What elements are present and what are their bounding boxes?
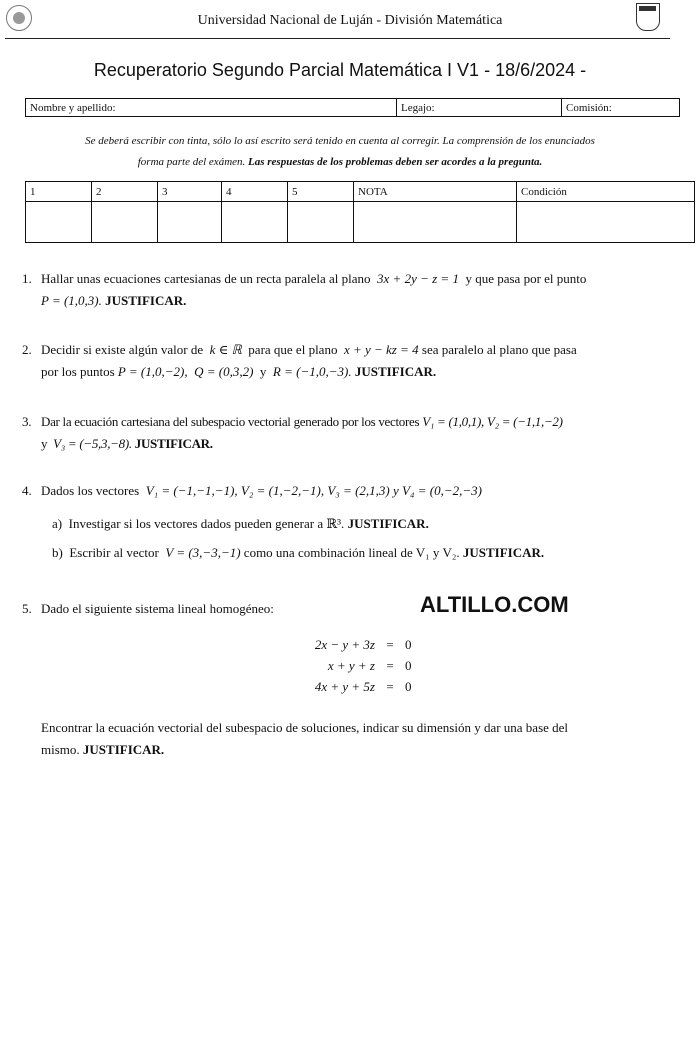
instructions-line-2 (0, 152, 680, 173)
grade-cell-2[interactable] (92, 202, 158, 243)
header-divider (5, 38, 670, 39)
question-4b-text-b: como una combinación lineal de V₁ y V₂. (243, 545, 460, 560)
question-5-text-b: Encontrar la ecuación vectorial del subespacio de soluciones, indicar su dimensión y dar una base del (41, 720, 569, 735)
grade-cell-3[interactable] (158, 202, 222, 243)
system-equals-1: = (386, 637, 394, 652)
system-eq-3: 4x + y + 5z (314, 679, 375, 694)
question-1-text-a: Hallar unas ecuaciones cartesianas de un recta paralela al plano (41, 271, 371, 286)
question-2-text-a: Decidir si existe algún valor de (41, 342, 204, 357)
question-4-text-a: Dados los vectores (41, 483, 140, 498)
question-3 (22, 411, 692, 455)
question-4-vectors: V₁ = (−1,−1,−1), V₂ = (1,−2,−1), V₃ = (2,1,3) y V₄ = (0,−2,−3) (145, 483, 482, 498)
question-5-text-a: Dado el siguiente sistema lineal homogéneo: (41, 601, 274, 616)
grade-header-2: 2 (92, 182, 158, 202)
question-1-point: P = (1,0,3). (41, 293, 102, 308)
instructions-line-1: Se deberá escribir con tinta, sólo lo así escrito será tenido en cuenta al corregir. La comprensión de los enunciados (85, 135, 595, 147)
question-1-justify: JUSTIFICAR. (105, 293, 187, 308)
comision-field[interactable]: Comisión: (562, 99, 680, 117)
question-4-number: 4. (22, 483, 32, 498)
grade-table (25, 181, 695, 243)
watermark: ALTILLO.COM (420, 592, 569, 617)
question-3-text-a: Dar la ecuación cartesiana del subespacio vectorial generado por los vectores (41, 414, 420, 429)
question-4b-text-a: Escribir al vector (69, 545, 159, 560)
question-2-justify: JUSTIFICAR. (354, 364, 437, 379)
page-header (0, 0, 700, 40)
question-2-point-q: Q = (0,3,2) (194, 364, 254, 379)
question-2-text-c: sea paralelo al plano que pasa (421, 342, 577, 357)
system-zero-3: 0 (405, 679, 412, 694)
question-2-number: 2. (22, 342, 32, 357)
question-4b-justify: JUSTIFICAR. (462, 545, 545, 560)
question-5 (22, 598, 692, 620)
question-2-text-b: para que el plano (248, 342, 338, 357)
question-3-vector-3: V₃ = (−5,3,−8). (53, 436, 132, 451)
system-equals-2: = (386, 658, 394, 673)
question-1-plane-eq: 3x + 2y − z = 1 (377, 271, 459, 286)
instructions (0, 131, 680, 173)
university-name: Universidad Nacional de Luján - División Matemática (197, 13, 503, 28)
shield-crest-icon (636, 3, 660, 31)
question-4b (52, 542, 692, 564)
question-4a-justify: JUSTIFICAR. (347, 516, 429, 531)
grade-header-4: 4 (222, 182, 288, 202)
system-equals-3: = (386, 679, 394, 694)
grade-cell-4[interactable] (222, 202, 288, 243)
page-title: Recuperatorio Segundo Parcial Matemática I V1 - 18/6/2024 - (93, 60, 587, 80)
linear-system (280, 634, 412, 697)
question-3-text-b: y (41, 436, 48, 451)
question-5-justify: JUSTIFICAR. (82, 742, 165, 757)
system-row-3 (280, 676, 412, 697)
question-1 (22, 268, 692, 312)
question-4a-label: a) (52, 516, 63, 531)
grade-header-nota: NOTA (354, 182, 517, 202)
question-4b-label: b) (52, 545, 63, 560)
question-2-point-r: R = (−1,0,−3). (272, 364, 352, 379)
name-field[interactable]: Nombre y apellido: (26, 99, 397, 117)
question-4b-vector: V = (3,−3,−1) (165, 545, 241, 560)
system-eq-1: 2x − y + 3z (314, 637, 375, 652)
question-2-text-e: y (259, 364, 267, 379)
grade-cell-5[interactable] (288, 202, 354, 243)
question-3-number: 3. (22, 414, 32, 429)
system-eq-2: x + y + z (327, 658, 375, 673)
grade-cell-nota[interactable] (354, 202, 517, 243)
question-2-plane-eq: x + y − kz = 4 (343, 342, 419, 357)
question-5-task (22, 717, 692, 761)
legajo-field[interactable]: Legajo: (397, 99, 562, 117)
grade-header-3: 3 (158, 182, 222, 202)
grade-header-5: 5 (288, 182, 354, 202)
question-1-text-b: y que pasa por el punto (465, 271, 587, 286)
question-4a-text: Investigar si los vectores dados pueden generar a ℝ³. (68, 516, 345, 531)
instructions-line-2a: forma parte del exámen. (137, 156, 246, 168)
question-5-text-c: mismo. (41, 742, 80, 757)
question-2-point-p: P = (1,0,−2), (117, 364, 188, 379)
question-3-vectors-12: V₁ = (1,0,1), V₂ = (−1,1,−2) (422, 414, 563, 429)
grade-cell-condicion[interactable] (517, 202, 695, 243)
question-2-text-d: por los puntos (41, 364, 115, 379)
grade-cell-1[interactable] (26, 202, 92, 243)
grade-header-1: 1 (26, 182, 92, 202)
question-5-number: 5. (22, 601, 32, 616)
system-row-1 (280, 634, 412, 655)
system-zero-2: 0 (405, 658, 412, 673)
question-4a (52, 513, 692, 535)
student-info-table (25, 98, 680, 117)
question-1-number: 1. (22, 271, 32, 286)
question-2-k: k ∈ ℝ (209, 342, 242, 357)
question-4 (22, 480, 692, 502)
system-row-2 (280, 655, 412, 676)
system-zero-1: 0 (405, 637, 412, 652)
question-2 (22, 339, 692, 383)
instructions-line-2b: Las respuestas de los problemas deben ser acordes a la pregunta. (248, 156, 543, 168)
question-3-justify: JUSTIFICAR. (134, 436, 213, 451)
grade-header-condicion: Condición (517, 182, 695, 202)
